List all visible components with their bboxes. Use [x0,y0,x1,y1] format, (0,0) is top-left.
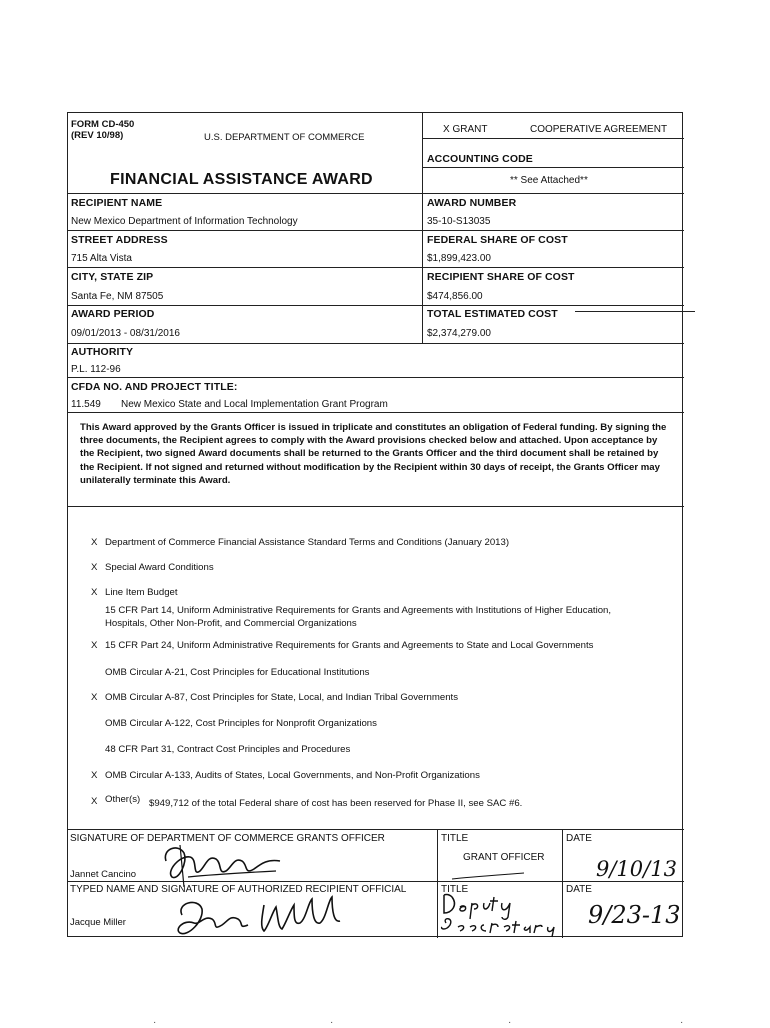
recipient-name-value: New Mexico Department of Information Technology [71,216,298,227]
margin-line [575,311,695,312]
cfda-number: 11.549 [71,399,101,410]
award-number-value: 35-10-S13035 [427,216,491,227]
condition-omb-a122: OMB Circular A-122, Cost Principles for Nonprofit Organizations [105,718,377,729]
award-number-label: AWARD NUMBER [427,197,517,209]
condition-text: OMB Circular A-87, Cost Principles for State, Local, and Indian Tribal Governments [105,692,458,703]
page-title: FINANCIAL ASSISTANCE AWARD [110,171,373,188]
authority-value: P.L. 112-96 [71,364,121,375]
scan-mark: · [680,1017,684,1028]
condition-text: Special Award Conditions [105,562,214,573]
officer-typed-name: Jannet Cancino [70,869,137,880]
scan-mark: · [153,1017,157,1028]
scan-mark: · [508,1017,512,1028]
total-cost-label: TOTAL ESTIMATED COST [427,308,558,320]
condition-15-cfr-part-14: 15 CFR Part 14, Uniform Administrative Requirements for Grants and Agreements with Institutions of Higher Education, Hospitals, Other Non-Profit, and Commercial Organizations [105,605,612,629]
recipient-typed-name: Jacque Miller [70,917,126,928]
form-number: FORM CD-450 [71,119,135,130]
accounting-code-value: ** See Attached** [510,175,588,186]
condition-text: Line Item Budget [105,587,178,598]
grant-option: X GRANT [443,124,488,135]
recipient-share-label: RECIPIENT SHARE OF COST [427,271,575,283]
officer-date-label: DATE [566,833,592,844]
accounting-code-label: ACCOUNTING CODE [427,153,533,165]
authority-label: AUTHORITY [71,346,134,358]
recipient-name-label: RECIPIENT NAME [71,197,163,209]
officer-date-value: 9/10/13 [596,857,677,881]
condition-48-cfr-part-31: 48 CFR Part 31, Contract Cost Principles and Procedures [105,744,351,755]
street-address-value: 715 Alta Vista [71,253,132,264]
officer-title-value: GRANT OFFICER [463,852,545,863]
project-title: New Mexico State and Local Implementation Grant Program [121,399,388,410]
recipient-date-label: DATE [566,884,592,895]
recipient-signature [168,893,358,943]
award-notice: This Award approved by the Grants Officer is issued in triplicate and constitutes an obligation of Federal funding. By signing the three documents, the Recipient agrees to comply with the Award provisions checked below and attached. Upon acceptance by the Recipient, two signed Award documents shall be returned to the Grants Officer and the third document shall be retained by the Recipient. If not signed and returned without modification by the Recipient within 30 days of receipt, the Grants Officer may unilaterally terminate this Award. [80,422,667,486]
recipient-date-value: 9/23-13 [588,901,681,929]
city-state-zip-value: Santa Fe, NM 87505 [71,291,164,302]
other-label: Other(s) [105,794,141,805]
other-text: $949,712 of the total Federal share of cost has been reserved for Phase II, see SAC #6. [149,798,523,809]
cooperative-agreement-option: COOPERATIVE AGREEMENT [530,124,668,135]
federal-share-value: $1,899,423.00 [427,253,491,264]
check-mark: X [91,562,98,573]
federal-share-label: FEDERAL SHARE OF COST [427,234,568,246]
recipient-title-handwritten [436,885,562,939]
check-mark: X [91,537,98,548]
award-period-value: 09/01/2013 - 08/31/2016 [71,328,180,339]
condition-omb-a21: OMB Circular A-21, Cost Principles for Educational Institutions [105,667,370,678]
officer-title-scribble [448,857,528,885]
recipient-title-label: TITLE [441,884,469,895]
officer-title-label: TITLE [441,833,469,844]
check-mark: X [91,796,98,807]
grants-officer-signature-label: SIGNATURE OF DEPARTMENT OF COMMERCE GRANTS OFFICER [70,833,385,844]
check-mark: X [91,640,98,651]
condition-text: 15 CFR Part 24, Uniform Administrative Requirements for Grants and Agreements to State and Local Governments [105,640,594,651]
cfda-label: CFDA NO. AND PROJECT TITLE: [71,381,238,393]
total-cost-value: $2,374,279.00 [427,328,491,339]
award-form [67,112,683,937]
department-name: U.S. DEPARTMENT OF COMMERCE [204,132,365,143]
condition-text: Department of Commerce Financial Assistance Standard Terms and Conditions (January 2013) [105,537,510,548]
grants-officer-signature [158,841,288,891]
condition-text: OMB Circular A-133, Audits of States, Local Governments, and Non-Profit Organizations [105,770,480,781]
form-revision: (REV 10/98) [71,130,124,141]
check-mark: X [91,770,98,781]
award-period-label: AWARD PERIOD [71,308,155,320]
scan-mark: · [330,1017,334,1028]
recipient-signature-label: TYPED NAME AND SIGNATURE OF AUTHORIZED RECIPIENT OFFICIAL [70,884,407,895]
street-address-label: STREET ADDRESS [71,234,168,246]
recipient-share-value: $474,856.00 [427,291,483,302]
check-mark: X [91,587,98,598]
check-mark: X [91,692,98,703]
city-state-zip-label: CITY, STATE ZIP [71,271,154,283]
